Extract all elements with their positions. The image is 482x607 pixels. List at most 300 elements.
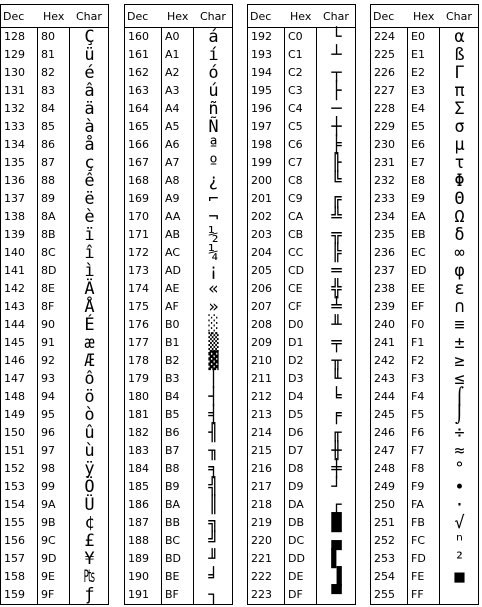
hex-cell: D6 bbox=[288, 426, 304, 439]
char-cell: ï bbox=[84, 225, 95, 245]
table-row bbox=[371, 172, 478, 190]
char-cell: Ü bbox=[84, 495, 95, 515]
table-row bbox=[1, 262, 108, 280]
char-cell: σ bbox=[454, 117, 465, 137]
hex-cell: B5 bbox=[165, 408, 180, 421]
header-char: Char bbox=[446, 10, 472, 23]
table-row bbox=[1, 154, 108, 172]
char-cell: Ç bbox=[84, 27, 95, 47]
char-cell: ═ bbox=[331, 261, 342, 281]
hex-cell: FC bbox=[411, 534, 426, 547]
hex-cell: EB bbox=[411, 228, 426, 241]
table-row bbox=[1, 352, 108, 370]
table-body bbox=[248, 28, 355, 604]
table-row bbox=[248, 370, 355, 388]
table-row bbox=[248, 406, 355, 424]
hex-cell: 86 bbox=[41, 138, 55, 151]
table-row bbox=[125, 388, 232, 406]
header-dec: Dec bbox=[250, 10, 272, 23]
table-row bbox=[125, 154, 232, 172]
table-header bbox=[248, 5, 355, 28]
char-cell: · bbox=[454, 495, 465, 515]
dec-cell: 252 bbox=[374, 534, 395, 547]
hex-cell: DC bbox=[288, 534, 305, 547]
table-row bbox=[125, 352, 232, 370]
table-row bbox=[248, 64, 355, 82]
hex-cell: BD bbox=[165, 552, 182, 565]
char-cell: ₧ bbox=[84, 567, 95, 587]
dec-cell: 142 bbox=[4, 282, 25, 295]
table-row bbox=[248, 46, 355, 64]
hex-cell: F8 bbox=[411, 462, 425, 475]
hex-cell: AB bbox=[165, 228, 181, 241]
char-cell: ∙ bbox=[454, 477, 465, 497]
hex-cell: 89 bbox=[41, 192, 55, 205]
dec-cell: 207 bbox=[251, 300, 272, 313]
hex-cell: 8E bbox=[41, 282, 55, 295]
table-row bbox=[1, 496, 108, 514]
char-cell: Γ bbox=[454, 63, 465, 83]
table-row bbox=[125, 568, 232, 586]
dec-cell: 236 bbox=[374, 246, 395, 259]
hex-cell: B1 bbox=[165, 336, 180, 349]
table-row bbox=[371, 100, 478, 118]
hex-cell: D5 bbox=[288, 408, 304, 421]
char-cell: ║ bbox=[208, 495, 219, 515]
table-row bbox=[248, 208, 355, 226]
dec-cell: 182 bbox=[128, 426, 149, 439]
char-cell: √ bbox=[454, 513, 465, 533]
char-cell: ╬ bbox=[331, 279, 342, 299]
table-body bbox=[371, 28, 478, 604]
table-row bbox=[248, 496, 355, 514]
table-row bbox=[125, 514, 232, 532]
dec-cell: 238 bbox=[374, 282, 395, 295]
hex-cell: AD bbox=[165, 264, 181, 277]
char-cell: ≥ bbox=[454, 351, 465, 371]
char-cell: ╤ bbox=[331, 333, 342, 353]
hex-cell: E1 bbox=[411, 48, 425, 61]
dec-cell: 174 bbox=[128, 282, 149, 295]
char-cell: ≡ bbox=[454, 315, 465, 335]
char-cell: é bbox=[84, 63, 95, 83]
dec-cell: 228 bbox=[374, 102, 395, 115]
dec-cell: 242 bbox=[374, 354, 395, 367]
table-row bbox=[371, 568, 478, 586]
table-row bbox=[125, 172, 232, 190]
dec-cell: 212 bbox=[251, 390, 272, 403]
dec-cell: 165 bbox=[128, 120, 149, 133]
hex-cell: B3 bbox=[165, 372, 180, 385]
hex-cell: BA bbox=[165, 498, 181, 511]
char-cell: ┌ bbox=[331, 495, 342, 515]
header-char: Char bbox=[200, 10, 226, 23]
hex-cell: A4 bbox=[165, 102, 180, 115]
dec-cell: 234 bbox=[374, 210, 395, 223]
char-cell: ╡ bbox=[208, 405, 219, 425]
table-row bbox=[1, 532, 108, 550]
dec-cell: 233 bbox=[374, 192, 395, 205]
char-cell: á bbox=[208, 27, 219, 47]
dec-cell: 181 bbox=[128, 408, 149, 421]
table-row bbox=[371, 208, 478, 226]
table-row bbox=[125, 244, 232, 262]
table-row bbox=[125, 136, 232, 154]
dec-cell: 225 bbox=[374, 48, 395, 61]
table-row bbox=[1, 280, 108, 298]
table-row bbox=[371, 64, 478, 82]
dec-cell: 176 bbox=[128, 318, 149, 331]
hex-cell: F0 bbox=[411, 318, 425, 331]
table-row bbox=[371, 388, 478, 406]
char-cell: ± bbox=[454, 333, 465, 353]
char-cell: Θ bbox=[454, 189, 465, 209]
dec-cell: 198 bbox=[251, 138, 272, 151]
hex-cell: BE bbox=[165, 570, 180, 583]
char-cell: ª bbox=[208, 135, 219, 155]
dec-cell: 135 bbox=[4, 156, 25, 169]
hex-cell: D2 bbox=[288, 354, 304, 367]
table-row bbox=[371, 460, 478, 478]
hex-cell: 9E bbox=[41, 570, 55, 583]
table-row bbox=[371, 352, 478, 370]
char-cell: ⌡ bbox=[454, 405, 465, 425]
hex-cell: B8 bbox=[165, 462, 180, 475]
table-row bbox=[248, 586, 355, 604]
hex-cell: F3 bbox=[411, 372, 425, 385]
table-header bbox=[1, 5, 108, 28]
dec-cell: 219 bbox=[251, 516, 272, 529]
dec-cell: 221 bbox=[251, 552, 272, 565]
hex-cell: DF bbox=[288, 588, 303, 601]
char-cell: ╛ bbox=[208, 567, 219, 587]
table-row bbox=[1, 388, 108, 406]
dec-cell: 235 bbox=[374, 228, 395, 241]
char-cell: ä bbox=[84, 99, 95, 119]
dec-cell: 133 bbox=[4, 120, 25, 133]
dec-cell: 193 bbox=[251, 48, 272, 61]
hex-cell: E2 bbox=[411, 66, 425, 79]
char-cell: ö bbox=[84, 387, 95, 407]
char-cell: └ bbox=[331, 27, 342, 47]
table-row bbox=[248, 424, 355, 442]
dec-cell: 184 bbox=[128, 462, 149, 475]
table-row bbox=[371, 514, 478, 532]
char-cell: τ bbox=[454, 153, 465, 173]
table-row bbox=[371, 406, 478, 424]
dec-cell: 214 bbox=[251, 426, 272, 439]
table-row bbox=[371, 136, 478, 154]
table-row bbox=[1, 424, 108, 442]
char-cell: É bbox=[84, 315, 95, 335]
dec-cell: 136 bbox=[4, 174, 25, 187]
dec-cell: 246 bbox=[374, 426, 395, 439]
table-row bbox=[248, 100, 355, 118]
table-row bbox=[371, 280, 478, 298]
hex-cell: EA bbox=[411, 210, 426, 223]
header-hex: Hex bbox=[43, 10, 65, 23]
dec-cell: 154 bbox=[4, 498, 25, 511]
hex-cell: E3 bbox=[411, 84, 425, 97]
table-row bbox=[1, 136, 108, 154]
dec-cell: 157 bbox=[4, 552, 25, 565]
hex-cell: AC bbox=[165, 246, 181, 259]
char-cell: ╦ bbox=[331, 225, 342, 245]
hex-cell: E6 bbox=[411, 138, 425, 151]
hex-cell: 99 bbox=[41, 480, 55, 493]
char-cell: £ bbox=[84, 531, 95, 551]
header-dec: Dec bbox=[3, 10, 25, 23]
dec-cell: 164 bbox=[128, 102, 149, 115]
char-cell: ╚ bbox=[331, 171, 342, 191]
hex-cell: A6 bbox=[165, 138, 180, 151]
header-hex: Hex bbox=[290, 10, 312, 23]
hex-cell: 85 bbox=[41, 120, 55, 133]
hex-cell: BF bbox=[165, 588, 179, 601]
dec-cell: 239 bbox=[374, 300, 395, 313]
char-cell: ╟ bbox=[331, 153, 342, 173]
table-row bbox=[125, 208, 232, 226]
hex-cell: BC bbox=[165, 534, 181, 547]
dec-cell: 208 bbox=[251, 318, 272, 331]
table-row bbox=[248, 352, 355, 370]
dec-cell: 199 bbox=[251, 156, 272, 169]
hex-cell: A7 bbox=[165, 156, 180, 169]
dec-cell: 128 bbox=[4, 30, 25, 43]
char-cell: ∩ bbox=[454, 297, 465, 317]
table-row bbox=[371, 370, 478, 388]
char-cell: │ bbox=[208, 369, 219, 389]
dec-cell: 250 bbox=[374, 498, 395, 511]
table-row bbox=[248, 514, 355, 532]
table-row bbox=[1, 586, 108, 604]
hex-cell: FE bbox=[411, 570, 425, 583]
char-cell: ╠ bbox=[331, 243, 342, 263]
hex-cell: EE bbox=[411, 282, 425, 295]
char-cell: ¿ bbox=[208, 171, 219, 191]
table-panel bbox=[247, 4, 356, 605]
char-cell: ╒ bbox=[331, 405, 342, 425]
dec-cell: 134 bbox=[4, 138, 25, 151]
table-row bbox=[125, 100, 232, 118]
dec-cell: 202 bbox=[251, 210, 272, 223]
dec-cell: 131 bbox=[4, 84, 25, 97]
hex-cell: BB bbox=[165, 516, 181, 529]
dec-cell: 188 bbox=[128, 534, 149, 547]
dec-cell: 217 bbox=[251, 480, 272, 493]
table-row bbox=[248, 172, 355, 190]
table-row bbox=[125, 28, 232, 46]
header-char: Char bbox=[76, 10, 102, 23]
hex-cell: E8 bbox=[411, 174, 425, 187]
hex-cell: DA bbox=[288, 498, 304, 511]
dec-cell: 190 bbox=[128, 570, 149, 583]
hex-cell: B7 bbox=[165, 444, 180, 457]
hex-cell: A5 bbox=[165, 120, 180, 133]
hex-cell: F7 bbox=[411, 444, 425, 457]
char-cell: è bbox=[84, 207, 95, 227]
table-row bbox=[1, 514, 108, 532]
hex-cell: 8B bbox=[41, 228, 56, 241]
dec-cell: 243 bbox=[374, 372, 395, 385]
char-cell: ▌ bbox=[331, 549, 342, 569]
hex-cell: 9C bbox=[41, 534, 56, 547]
table-row bbox=[248, 118, 355, 136]
table-row bbox=[248, 190, 355, 208]
dec-cell: 215 bbox=[251, 444, 272, 457]
dec-cell: 229 bbox=[374, 120, 395, 133]
char-cell: » bbox=[208, 297, 219, 317]
dec-cell: 245 bbox=[374, 408, 395, 421]
table-row bbox=[371, 82, 478, 100]
dec-cell: 187 bbox=[128, 516, 149, 529]
hex-cell: B6 bbox=[165, 426, 180, 439]
char-cell: ¼ bbox=[208, 243, 219, 263]
char-cell: Ä bbox=[84, 279, 95, 299]
table-panel bbox=[0, 4, 109, 605]
table-row bbox=[1, 208, 108, 226]
hex-cell: 8D bbox=[41, 264, 57, 277]
char-cell: î bbox=[84, 243, 95, 263]
hex-cell: A1 bbox=[165, 48, 180, 61]
dec-cell: 210 bbox=[251, 354, 272, 367]
dec-cell: 203 bbox=[251, 228, 272, 241]
hex-cell: C2 bbox=[288, 66, 303, 79]
table-row bbox=[248, 280, 355, 298]
table-row bbox=[371, 424, 478, 442]
table-row bbox=[371, 586, 478, 604]
hex-cell: E9 bbox=[411, 192, 425, 205]
table-row bbox=[371, 550, 478, 568]
char-cell: ├ bbox=[331, 81, 342, 101]
dec-cell: 249 bbox=[374, 480, 395, 493]
char-cell: û bbox=[84, 423, 95, 443]
hex-cell: 88 bbox=[41, 174, 55, 187]
hex-cell: CB bbox=[288, 228, 304, 241]
header-char: Char bbox=[323, 10, 349, 23]
char-cell: ╖ bbox=[208, 441, 219, 461]
dec-cell: 177 bbox=[128, 336, 149, 349]
dec-cell: 226 bbox=[374, 66, 395, 79]
table-row bbox=[1, 46, 108, 64]
table-row bbox=[371, 226, 478, 244]
dec-cell: 196 bbox=[251, 102, 272, 115]
char-cell: â bbox=[84, 81, 95, 101]
hex-cell: 81 bbox=[41, 48, 55, 61]
hex-cell: E4 bbox=[411, 102, 425, 115]
hex-cell: E5 bbox=[411, 120, 425, 133]
table-row bbox=[1, 442, 108, 460]
dec-cell: 185 bbox=[128, 480, 149, 493]
char-cell: Ñ bbox=[208, 117, 219, 137]
hex-cell: D7 bbox=[288, 444, 304, 457]
dec-cell: 218 bbox=[251, 498, 272, 511]
char-cell: ╥ bbox=[331, 351, 342, 371]
char-cell: ¡ bbox=[208, 261, 219, 281]
table-row bbox=[248, 316, 355, 334]
table-row bbox=[125, 118, 232, 136]
hex-cell: C1 bbox=[288, 48, 303, 61]
char-cell: ⁿ bbox=[454, 531, 465, 551]
char-cell: ∞ bbox=[454, 243, 465, 263]
char-cell: ñ bbox=[208, 99, 219, 119]
table-panel bbox=[124, 4, 233, 605]
dec-cell: 170 bbox=[128, 210, 149, 223]
char-cell: ┤ bbox=[208, 387, 219, 407]
hex-cell: 8F bbox=[41, 300, 55, 313]
char-cell: ÷ bbox=[454, 423, 465, 443]
char-cell: ô bbox=[84, 369, 95, 389]
hex-cell: A9 bbox=[165, 192, 180, 205]
char-cell: à bbox=[84, 117, 95, 137]
char-cell: ╗ bbox=[208, 513, 219, 533]
dec-cell: 197 bbox=[251, 120, 272, 133]
hex-cell: C7 bbox=[288, 156, 303, 169]
table-row bbox=[1, 568, 108, 586]
dec-cell: 151 bbox=[4, 444, 25, 457]
table-row bbox=[371, 298, 478, 316]
hex-cell: F4 bbox=[411, 390, 425, 403]
hex-cell: A0 bbox=[165, 30, 180, 43]
table-row bbox=[1, 406, 108, 424]
hex-cell: A8 bbox=[165, 174, 180, 187]
char-cell: ò bbox=[84, 405, 95, 425]
char-cell: δ bbox=[454, 225, 465, 245]
table-row bbox=[248, 568, 355, 586]
table-row bbox=[125, 316, 232, 334]
char-cell: Ω bbox=[454, 207, 465, 227]
dec-cell: 129 bbox=[4, 48, 25, 61]
char-cell: ╓ bbox=[331, 423, 342, 443]
hex-cell: CD bbox=[288, 264, 305, 277]
char-cell: ¬ bbox=[208, 207, 219, 227]
table-row bbox=[248, 532, 355, 550]
char-cell: Å bbox=[84, 297, 95, 317]
char-cell: ¥ bbox=[84, 549, 95, 569]
char-cell: ÿ bbox=[84, 459, 95, 479]
char-cell: ▄ bbox=[331, 531, 342, 551]
dec-cell: 201 bbox=[251, 192, 272, 205]
dec-cell: 231 bbox=[374, 156, 395, 169]
table-row bbox=[1, 460, 108, 478]
dec-cell: 163 bbox=[128, 84, 149, 97]
dec-cell: 137 bbox=[4, 192, 25, 205]
hex-cell: 91 bbox=[41, 336, 55, 349]
dec-cell: 173 bbox=[128, 264, 149, 277]
dec-cell: 132 bbox=[4, 102, 25, 115]
hex-cell: 9B bbox=[41, 516, 56, 529]
table-row bbox=[125, 46, 232, 64]
dec-cell: 251 bbox=[374, 516, 395, 529]
dec-cell: 130 bbox=[4, 66, 25, 79]
char-cell: ú bbox=[208, 81, 219, 101]
char-cell: ½ bbox=[208, 225, 219, 245]
table-row bbox=[1, 118, 108, 136]
table-row bbox=[248, 442, 355, 460]
dec-cell: 224 bbox=[374, 30, 395, 43]
char-cell: α bbox=[454, 27, 465, 47]
hex-cell: CF bbox=[288, 300, 303, 313]
char-cell: ß bbox=[454, 45, 465, 65]
char-cell: ░ bbox=[208, 315, 219, 335]
hex-cell: 9D bbox=[41, 552, 57, 565]
char-cell: ╞ bbox=[331, 135, 342, 155]
char-cell: ▓ bbox=[208, 351, 219, 371]
table-row bbox=[125, 82, 232, 100]
dec-cell: 160 bbox=[128, 30, 149, 43]
hex-cell: F5 bbox=[411, 408, 425, 421]
dec-cell: 186 bbox=[128, 498, 149, 511]
